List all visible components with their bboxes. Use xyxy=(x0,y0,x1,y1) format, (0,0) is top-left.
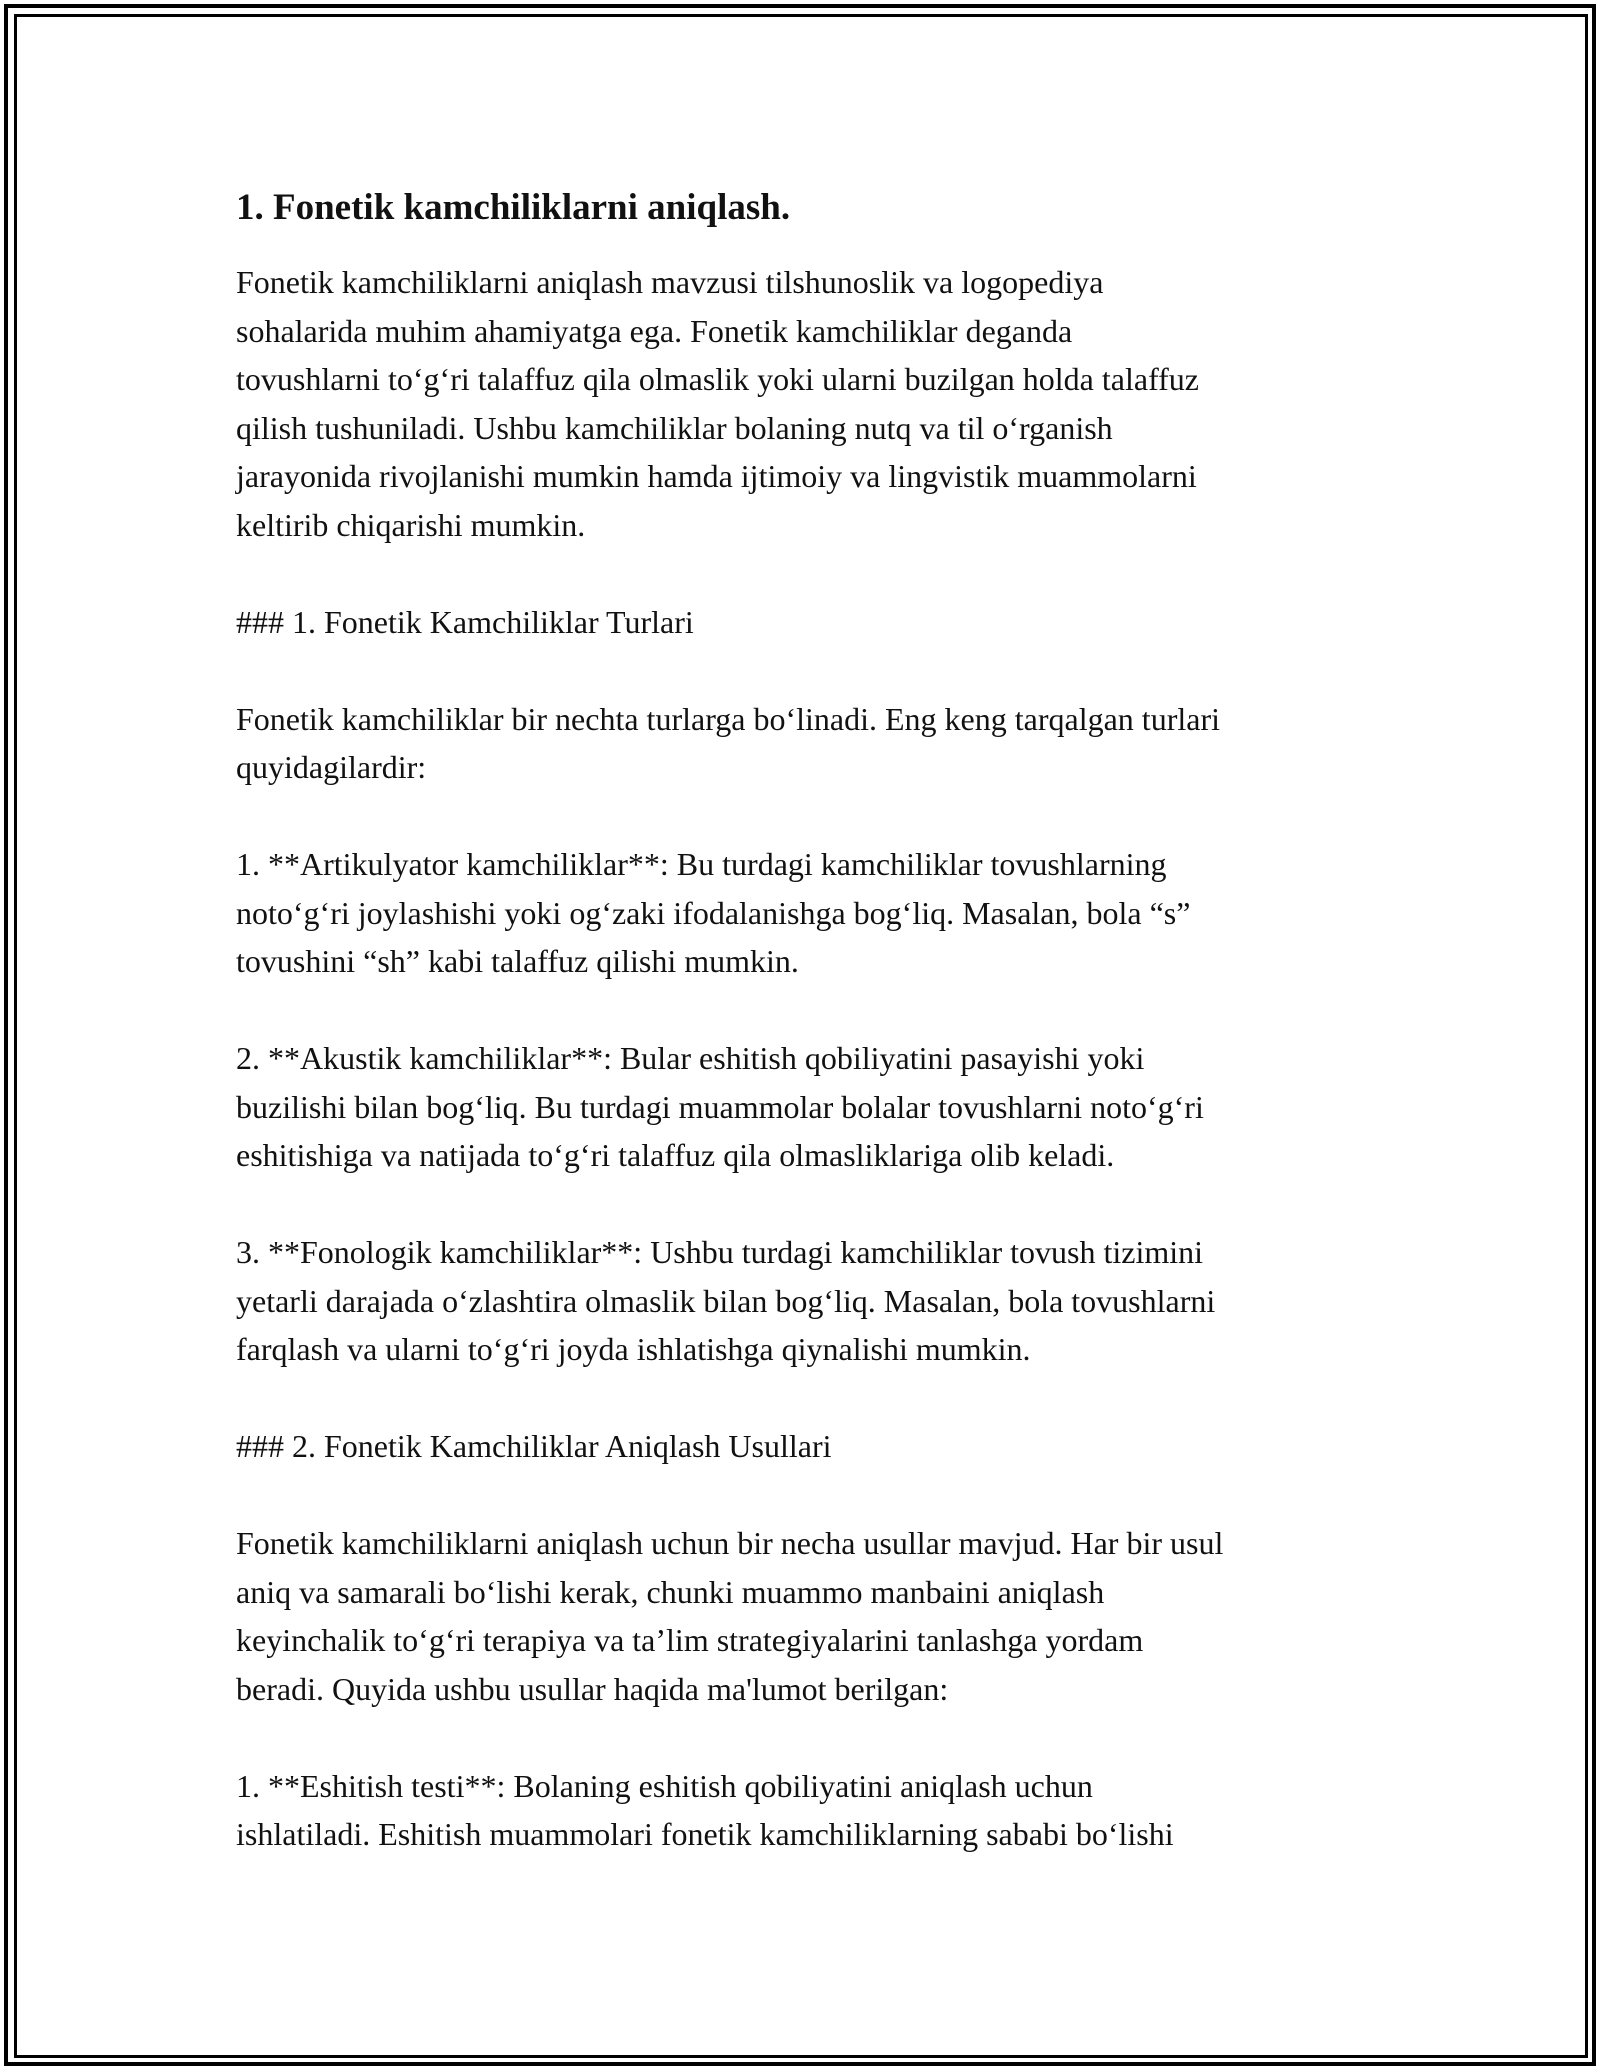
list-item-acoustic: 2. **Akustik kamchiliklar**: Bular eshitish qobiliyatini pasayishi yoki buzilishi bilan bog‘liq. Bu turdagi muammolar bolalar tovushlarni noto‘g‘ri eshitishiga va natijada to‘g‘ri talaffuz qila olmasliklariga olib keladi. xyxy=(236,1040,1204,1173)
section-heading-methods: ### 2. Fonetik Kamchiliklar Aniqlash Usullari xyxy=(236,1428,832,1464)
section-heading-types: ### 1. Fonetik Kamchiliklar Turlari xyxy=(236,603,694,640)
types-intro-paragraph: Fonetik kamchiliklar bir nechta turlarga bo‘linadi. Eng keng tarqalgan turlari quyidagilardir: xyxy=(236,700,1220,785)
document-title: 1. Fonetik kamchiliklarni aniqlash. xyxy=(236,187,791,228)
document-body xyxy=(236,184,1396,1907)
list-item-phonological: 3. **Fonologik kamchiliklar**: Ushbu turdagi kamchiliklar tovush tizimini yetarli darajada o‘zlashtira olmaslik bilan bog‘liq. Masalan, bola tovushlarni farqlash va ularni to‘g‘ri joyda ishlatishga qiynalishi mumkin. xyxy=(236,1234,1216,1367)
intro-paragraph: Fonetik kamchiliklarni aniqlash mavzusi tilshunoslik va logopediya sohalarida muhim ahamiyatga ega. Fonetik kamchiliklar deganda tovushlarni to‘g‘ri talaffuz qila olmaslik yoki ularni buzilgan holda talaffuz qilish tushuniladi. Ushbu kamchiliklar bolaning nutq va til o‘rganish jarayonida rivojlanishi mumkin hamda ijtimoiy va lingvistik muammolarni keltirib chiqarishi mumkin. xyxy=(236,264,1199,543)
methods-intro-paragraph: Fonetik kamchiliklarni aniqlash uchun bir necha usullar mavjud. Har bir usul aniq va samarali bo‘lishi kerak, chunki muammo manbaini aniqlash keyinchalik to‘g‘ri terapiya va ta’lim strategiyalarini tanlashga yordam beradi. Quyida ushbu usullar haqida ma'lumot berilgan: xyxy=(236,1525,1224,1707)
list-item-articulatory: 1. **Artikulyator kamchiliklar**: Bu turdagi kamchiliklar tovushlarning noto‘g‘ri joylashishi yoki og‘zaki ifodalanishga bog‘liq. Masalan, bola “s” tovushini “sh” kabi talaffuz qilishi mumkin. xyxy=(236,846,1191,979)
list-item-hearing-test: 1. **Eshitish testi**: Bolaning eshitish qobiliyatini aniqlash uchun ishlatiladi. Eshitish muammolari fonetik kamchiliklarning sababi bo‘lishi xyxy=(236,1767,1174,1852)
